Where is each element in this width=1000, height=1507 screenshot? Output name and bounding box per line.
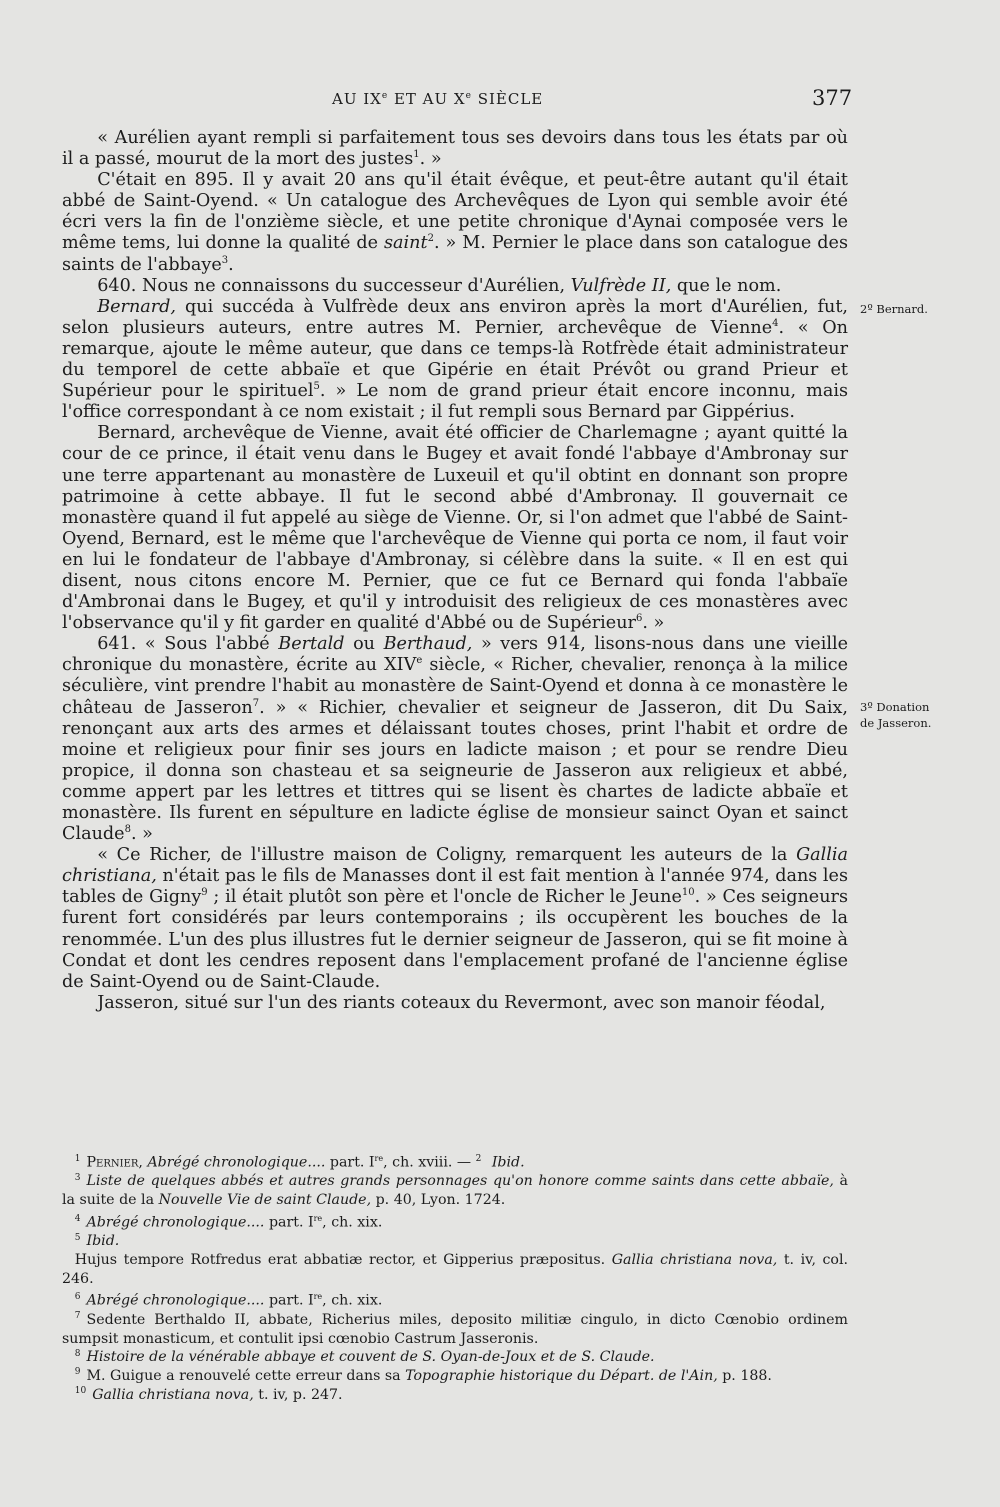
paragraph: 640. Nous ne connaissons du successeur d'Aurélien, Vulfrède II, que le nom.	[97, 275, 782, 296]
paragraph: Jasseron, situé sur l'un des riants coteaux du Revermont, avec son manoir féodal,	[97, 992, 826, 1013]
footnote: $^8$ Histoire de la vénérable abbaye et couvent de S. Oyan-de-Joux et de S. Claude.	[74, 1348, 655, 1366]
footnote: $^3$ Liste de quelques abbés et autres grands personnages qu'on honore comme saints dans cette abbaïe, à la suite de la Nouvelle Vie de saint Claude, p. 40, Lyon. 1724.	[62, 1172, 848, 1209]
paragraph: 641. « Sous l'abbé Bertald ou Berthaud, » vers 914, lisons-nous dans une vieille chronique du monastère, écrite au XIVe siècle, « Richer, chevalier, renonça à la milice séculière, vint prendre l'habit au monastère de Saint-Oyend et donna à ce monastère le château de Jasseron$^7$. » « Richier, chevalier et seigneur de Jasseron, dit Du Saix, renonçant aux arts des armes et délaissant toutes choses, print l'habit et ordre de moine et religieux pour finir ses jours en ladicte maison ; et pour se rendre Dieu propice, il donna son chasteau et sa seigneurie de Jasseron aux religieux et abbé, comme appert par les lettres et tittres qui se lisent ès chartes de ladicte abbaïe et monastère. Ils furent en sépulture en ladicte église de monsieur sainct Oyan et sainct Claude$^8$. »	[62, 634, 849, 845]
main-text	[62, 128, 848, 1014]
page-number: 377	[812, 86, 853, 110]
footnote: $^4$ Abrégé chronologique.... part. Ire, ch. xix.	[74, 1213, 383, 1231]
paragraph: Bernard, qui succéda à Vulfrède deux ans environ après la mort d'Aurélien, fut, selon plusieurs auteurs, entre autres M. Pernier, archevêque de Vienne$^4$. « On remarque, ajoute le même auteur, que dans ce temps-là Rotfrède était administrateur du temporel de cette abbaïe et que Gipérie en était Prévôt ou grand Prieur et Supérieur pour le spirituel$^5$. » Le nom de grand prieur était encore inconnu, mais l'office correspondant à ce nom existait ; il fut rempli sous Bernard par Gippérius.	[62, 296, 848, 423]
paragraph: C'était en 895. Il y avait 20 ans qu'il était évêque, et peut-être autant qu'il était abbé de Saint-Oyend. « Un catalogue des Archevêques de Lyon qui semble avoir été écri vers la fin de l'onzième siècle, et une petite chronique d'Aynai composée vers le même tems, lui donne la qualité de saint$^2$. » M. Pernier le place dans son catalogue des saints de l'abbaye$^3$.	[62, 170, 849, 275]
footnote: Hujus tempore Rotfredus erat abbatiæ rector, et Gipperius præpositus. Gallia christiana nova, t. iv, col. 246.	[62, 1251, 849, 1287]
footnote: $^{10}$ Gallia christiana nova, t. iv, p. 247.	[74, 1385, 343, 1403]
footnote: $^5$ Ibid.	[74, 1232, 120, 1250]
running-head-title: AU IXe ET AU Xe SIÈCLE	[332, 90, 544, 108]
paragraph: « Aurélien ayant rempli si parfaitement tous ses devoirs dans tous les états par où il a passé, mourut de la mort des justes$^1$. »	[62, 128, 848, 170]
running-header	[0, 86, 1000, 116]
paragraph: « Ce Richer, de l'illustre maison de Coligny, remarquent les auteurs de la Gallia christiana, n'était pas le fils de Manasses dont il est fait mention à l'année 974, dans les tables de Gigny$^9$ ; il était plutôt son père et l'oncle de Richer le Jeune$^{10}$. » Ces seigneurs furent fort considérés par leurs contemporains ; ils occupèrent les bouches de la renommée. L'un des plus illustres fut le dernier seigneur de Jasseron, qui se fit moine à Condat et dont les cendres reposent dans l'emplacement profané de l'ancienne église de Saint-Oyend ou de Saint-Claude.	[62, 845, 848, 992]
paragraph: Bernard, archevêque de Vienne, avait été officier de Charlemagne ; ayant quitté la cour de ce prince, il était venu dans le Bugey et avait fondé l'abbaye d'Ambronay sur une terre appartenant au monastère de Luxeuil et qu'il obtint en donnant son propre patrimoine à cette abbaye. Il fut le second abbé d'Ambronay. Il gouvernait ce monastère quand il fut appelé au siège de Vienne. Or, si l'on admet que l'abbé de Saint-Oyend, Bernard, est le même que l'archevêque de Vienne qui porta ce nom, il faut voir en lui le fondateur de l'abbaye d'Ambronay, si célèbre dans la suite. « Il en est qui disent, nous citons encore M. Pernier, que ce fut ce Bernard qui fonda l'abbaïe d'Ambronai dans le Bugey, et qu'il y introduisit des religieux de ces monastères avec l'observance qu'il y fit garder en qualité d'Abbé ou de Supérieur$^6$. »	[62, 423, 848, 634]
margin-note-bernard: 2º Bernard.	[860, 302, 928, 316]
footnote: $^1$ Pernier, Abrégé chronologique.... part. Ire, ch. xviii. — $^2$ Ibid.	[74, 1154, 525, 1171]
footnote: $^9$ M. Guigue a renouvelé cette erreur dans sa Topographie historique du Départ. de l'Ain, p. 188.	[74, 1367, 772, 1384]
footnotes	[62, 1150, 848, 1404]
margin-note-donation: 3º Donation de Jasseron.	[860, 700, 932, 730]
footnote: $^6$ Abrégé chronologique.... part. Ire, ch. xix.	[74, 1292, 383, 1310]
footnote: $^7$ Sedente Berthaldo II, abbate, Richerius miles, deposito militiæ cingulo, in dicto Cœnobio ordinem sumpsit monasticum, et contulit ipsi cœnobio Castrum Jasseronis.	[62, 1311, 848, 1347]
